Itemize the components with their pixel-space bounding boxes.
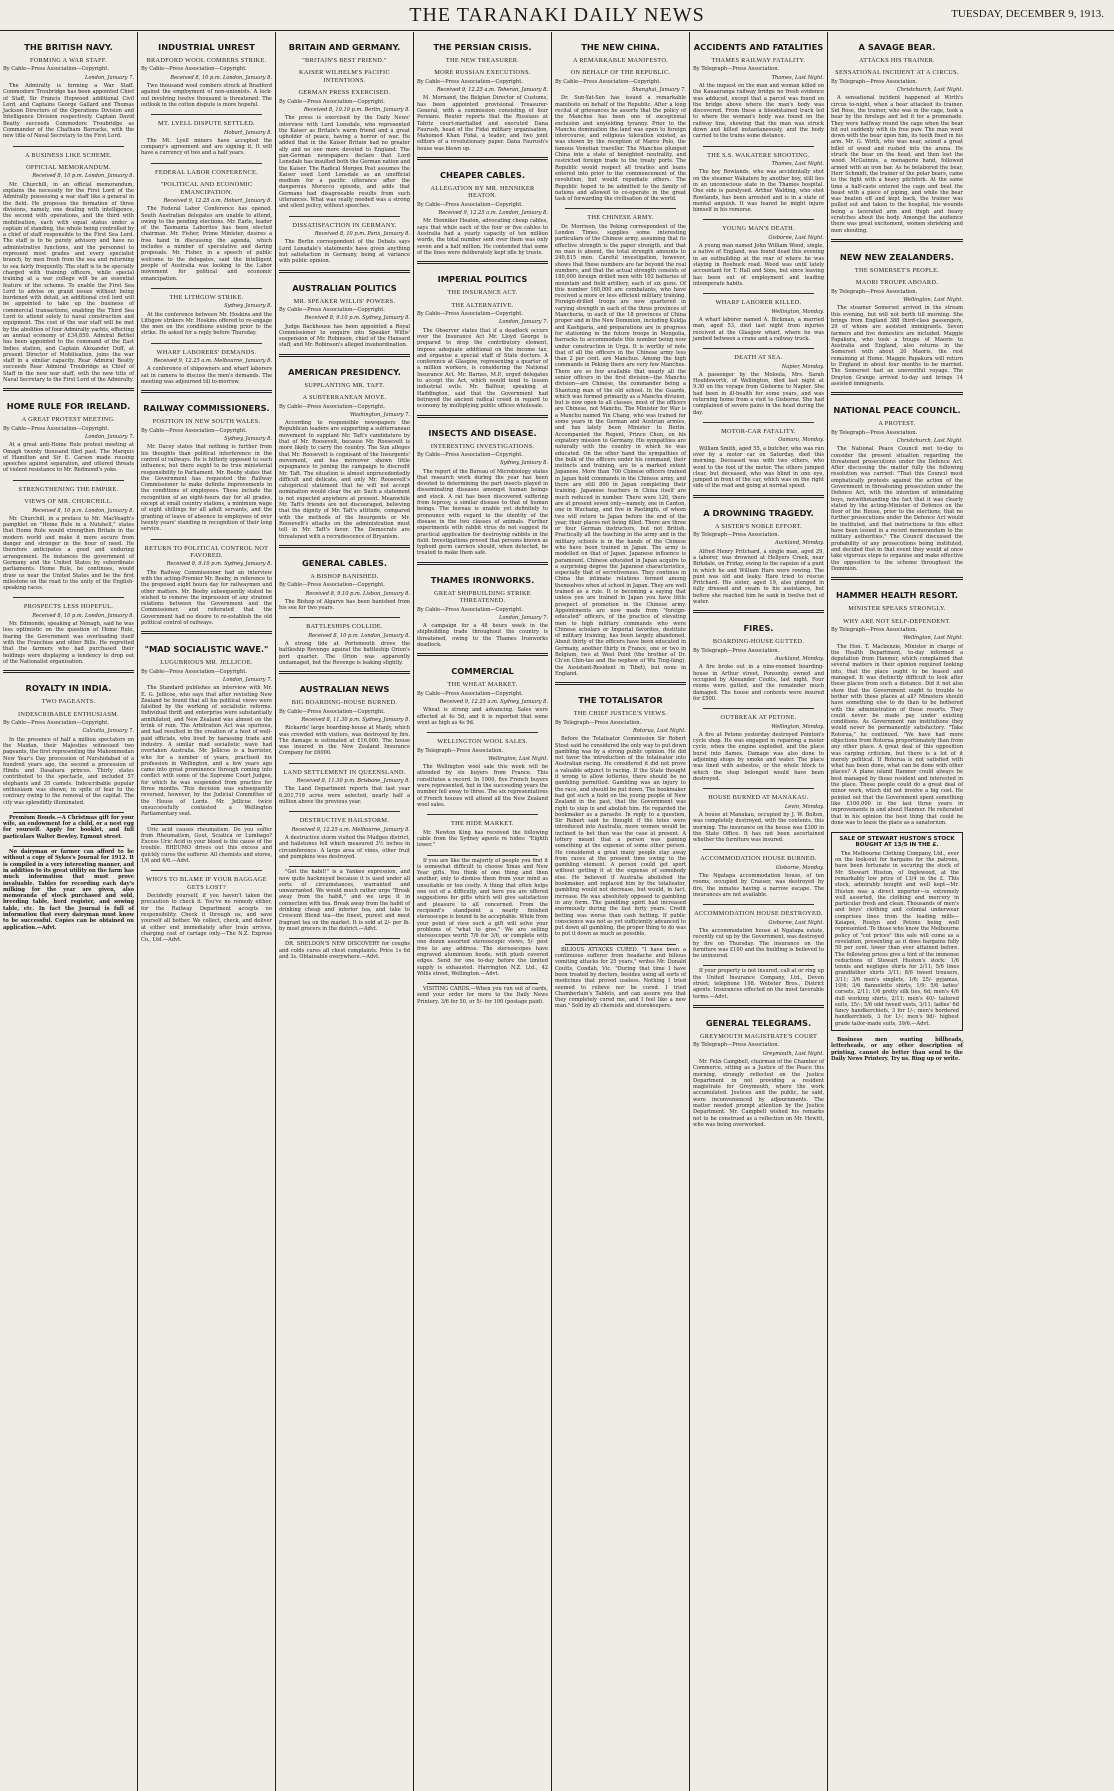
subhead: GREYMOUTH MAGISTRATE'S COURT [699, 1032, 818, 1040]
dateline: Christchurch, Last Night. [896, 437, 963, 444]
credit-line: By Telegraph—Press Association. [693, 532, 780, 539]
dateline: Received 9, 12.25 a.m. Hobart, January 8. [163, 198, 272, 204]
subhead: "POLITICAL AND ECONOMIC EMANCIPATION. [160, 181, 253, 196]
divider [151, 539, 262, 540]
divider [13, 597, 124, 598]
dateline: Thames, Last Night. [771, 161, 824, 168]
article-text: The Land Department reports that last year 6,201,719 acres were selected, nearly half a million above the previous year. [279, 786, 410, 806]
subhead: A BUSINESS LIKE SCHEME. [24, 151, 113, 159]
article-text: Mr. Churchill, in a preface to Mr. MacVeagh's pamphlet on "Home Rule in a Nutshell," states that Home Rule would strengthen Britain in the modern world and make it more secure from danger and stronger in the hour of need. He therefore anticipates a good and enduring arrangement. He instances the government of Germany and the United States by subordinate parliaments. Home Rule, he continues, would draw us near the United States and be the first milestone on the road to the unity of the English-speaking races. [3, 515, 134, 592]
credit-line: By Cable—Press Association—Copyright. [3, 720, 109, 727]
advertisement: DR. SHELDON'S NEW DISCOVERY for coughs and colds cures all chest complaints. Price 1s 6d and 3s. Obtainable everywhere.—Advt. [279, 941, 410, 960]
divider [703, 904, 814, 905]
subhead: MORE RUSSIAN EXECUTIONS. [434, 69, 531, 77]
divider [289, 938, 400, 939]
dateline: Rotorua, Last Night. [633, 727, 686, 734]
credit-line: By Cable—Press Association—Copyright. [417, 78, 523, 85]
divider [289, 866, 400, 867]
subhead: THE CHIEF JUSTICE'S VIEWS. [573, 710, 668, 718]
dateline: Shanghai, January 7. [631, 87, 686, 94]
article-text: A house at Manakau, occupied by J. W. Bolton, was completely destroyed, with the contents, this morning. The insurance on the house was £300 in the State Office. It has not been ascertained whether the furniture was insured. [693, 811, 824, 844]
divider [703, 849, 814, 850]
divider [703, 146, 814, 147]
article-text: Mr. Newton King has received the following cable from the Sydney agents re hides: "Eighth lower." [417, 829, 548, 849]
divider [151, 288, 262, 289]
article-text: The report of the Bureau of Microbiology states that research work during the year has been devoted to determining the part insects played in disseminating diseases amongst human beings and stock. A rat has been discovered suffering from leprosy, a similar disease to that of human beings. The bureau is unable yet definitely to pronounce with regard to the identity of the disease in the two classes of animals. Further experiments with rabbit virus do not suggest its practical application for destroying rabbits in the field. Investigations proved that persons known as typhoid germ carriers should, when detected, be treated to make them safe. [417, 468, 548, 557]
column-7 [828, 32, 966, 1791]
subhead: MAORI TROUPE ABOARD. [855, 279, 939, 287]
credit-line: By Telegraph—Press Association. [417, 747, 504, 754]
dateline: London, January 7. [84, 433, 134, 440]
dateline: Christchurch, Last Night. [896, 87, 963, 94]
divider [703, 965, 814, 966]
subhead: WELLINGTON WOOL SALES. [437, 738, 528, 746]
article-text: According to responsible newspapers the Republican leaders are supporting a subterranean movement to supplant Mr. Taft's candidature by that of Mr. Roosevelt, because Mr. Roosevelt is more likely to carry the country. The Sun alleges that Mr. Roosevelt is cognisant of the Insurgents' movement, and has moreover shown little repugnance to joining the campaign to discredit Mr. Taft. The situation is almost unprecedentedly difficult and delicate, and only Mr. Roosevelt's categorical statement that he will not accept nomination would clear the air. Such a statement is not expected anywhere at present. Meanwhile Mr. Taft's friends are not discouraged, believing that the dignity of Mr. Taft's attitude, compared with the methods of the Insurgents or Mr. Roosevelt's attacks on the administration must tell in Mr. Taft's favor. The Democrats are threatened with a recrudescence of Bryanism. [279, 420, 410, 540]
article-text: The boy Rowlands, who was accidentally shot on the steamer Wakatere by another boy, still lies in an unconscious state in the Thames hospital. One side is paralysed. Arthur Walding, who shot Rowlands, has been arrested and is in a state of mental anguish. It was feared he might injure himself in his remorse. [693, 169, 824, 214]
credit-line: By Cable—Press Association—Copyright. [279, 582, 385, 589]
issue-date: TUESDAY, DECEMBER 9, 1913. [951, 8, 1104, 20]
subhead: LAND SETTLEMENT IN QUEENSLAND. [283, 768, 406, 776]
dateline: Wellington, Last Night. [488, 755, 548, 762]
dateline: Oamaru, Monday. [778, 437, 824, 444]
credit-line: By Cable—Press Association—Copyright. [417, 451, 523, 458]
subhead: THE SOMERSET'S PEOPLE. [854, 266, 940, 274]
divider [703, 708, 814, 709]
dateline: Wellington, Monday. [771, 723, 824, 730]
credit-line: By Cable—Press Association—Copyright. [417, 606, 523, 613]
article-text: A destructive storm visited the Mudgee district, and hailstones fell which measured 3½ inches in circumference. A large area of vines, other fruit and pumpkins was destroyed. [279, 835, 410, 860]
headline-hanmer: HAMMER HEALTH RESORT. [836, 590, 958, 601]
divider [831, 239, 963, 242]
subhead: THE INSURANCE ACT. [447, 289, 518, 297]
article-text: A wharf laborer named A. Bickman, a married man, aged 53, died last night from injuries received at the Glasgow wharf, where he was jambed between a crane and a railway truck. [693, 316, 824, 342]
article-text: Mr. Henniker Heaton, advocating cheap cables, says that while each of the four or five cables to Australia had a yearly capacity of ten million words, the total number sent over them was only seven and a half million. He contended that some of the lines were deliberately kept idle by trusts. [417, 218, 548, 256]
subhead: WHY ARE NOT SELF-DEPENDENT. [843, 617, 951, 625]
article-text: A conference of shipowners and wharf laborers sat in camera to discuss the men's demands. The meeting was adjourned till to-morrow. [141, 366, 272, 386]
divider [279, 545, 410, 548]
article-text: Rickards' large boarding-house at Manly, which was crowded with visitors, was destroyed by fire. The damage is estimated at £16,000. The house was insured in the New Zealand Insurance Company for £6000. [279, 725, 410, 757]
divider [141, 390, 272, 393]
article-text: Mr. Churchill, in an official memorandum, explains the necessity for the First Lord of the Admiralty possessing a war staff like a general in the field. He proposes the formation of three divisions, namely, one dealing with intelligence, the second with operations, and the third with mobilisation, each with equal status under a captain of standing, the whole being controlled by a chief of staff responsible to the First Sea Lord. The staff is to be purely advisory and have no administrative functions, and the personnel to represent most grades and every specialist branch, by men fresh from the sea and returning to sea fairly frequently. The staff is to be specially charged with training officers, while special training at a war college will be an essential feature of the scheme. To enable the First Sea Lord to advise on grand issues without being burdened with detail, an additional civil lord will be appointed to take up the business of commercial transactions, enabling the Third Sea Lord to attend solely to naval construction and equipment. The cost of the war staff will be met by the abolition of four Admiralty yachts, effecting an annual economy of £34,850. Admiral Bethel has been appointed to the command of the East Indies station, and Captain Alexander Duff, at present Director of Mobilisation, joins the war staff in a similar capacity. Rear Admiral Beatty succeeds Rear Admiral Troubridge as Chief of Staff in the new war staff, with the new title of Naval Secretary to the First Lord of the Admiralty. [3, 181, 134, 383]
credit-line: By Telegraph—Press Association. [555, 719, 642, 726]
divider [289, 763, 400, 764]
divider [555, 682, 686, 685]
divider [693, 610, 824, 613]
advertisement: "Get the habit!" is a Yankee expression, and now quite hackneyed because it is used under all sorts of circumstances, warranted and unwarranted. We would much rather urge "Break away from the habit," and we urge it in connection with tea. Break away from the habit of drinking cheap and inferior tea, and take to Crescent Blend tea—the finest, purest and most fragrant tea on the market. It is sold at 2/- per lb. by most grocers in the district.—Advt. [279, 869, 410, 932]
subhead: BIG BOARDING-HOUSE BURNED. [291, 699, 398, 707]
subhead: KAISER WILHELM'S PACIFIC INTENTIONS. [299, 69, 390, 84]
headline-insects-disease: INSECTS AND DISEASE. [428, 427, 537, 438]
dateline: Received 9, 12.25 a.m. Sydney, January 8. [439, 698, 548, 705]
article-text: The Admiralty is forming a War Staff. Commodore Troubridge has been appointed Chief of Staff, Sir Francis Hopwood additional Civil Lord, and Captains George Gallard and Thomas Jackson Directors of the Operations Division and Intelligence Division respectively. Captain David Beatty succeeds Commodore Troubridge as Commander of the Chatham Barracks, with the new title of Naval Secretary to the First Lord. [3, 83, 134, 140]
divider [13, 146, 124, 147]
subhead: FEDERAL LABOR CONFERENCE. [155, 168, 258, 176]
divider [151, 824, 262, 825]
subhead: DISSATISFACTION IN GERMANY. [292, 221, 397, 229]
subhead: THE WHEAT MARKET. [447, 681, 518, 689]
divider [279, 354, 410, 357]
advertisement-box [831, 832, 963, 1031]
dateline: Thames, Last Night. [771, 74, 824, 81]
divider [565, 208, 676, 209]
article-text: The National Peace Council met to-day to consider the present situation regarding the threatened prosecutions under the Defence Act. After discussing the matter fully the following resolution was carried: "That this Council most emphatically protests against the action of the Government in threatening prosecution under the Defence Act, with the intention of intimidating boys, notwithstanding the fact that it was clearly stated by the acting-Minister of Defence on the floor of the House, prior to the elections, that no further prosecutions under the Defence Act would be instituted, and that instructions to this effect have been issued in a recent memorandum to the military authorities." The Council discussed the probability of any prosecutions being instituted, and decided that in that event they would at once take vigorous steps to organise and make effective the opposition to the scheme throughout the Dominion. [831, 446, 963, 572]
article-text: At a great anti-Home Rule protest meeting at Omagh twenty thousand filed past. The Marquis of Hamilton and Sir E. Carson made rousing speeches against separation, and uttered threats of violent resistance to Mr. Redmond's yoke. [3, 442, 134, 474]
subhead: GREAT SHIPBUILDING STRIKE THREATENED. [434, 589, 531, 605]
dateline: Received 9, 12.25 a.m. Teheran, January 8. [436, 87, 548, 94]
dateline: Levin, Monday. [784, 803, 824, 810]
article-text: William Smith, aged 55, a butcher, who was run over by a motor car on Saturday, died this morning. Deceased was with two others, who went to the foot of the motor. The others jumped clear, but deceased, who was blind in one eye, jumped in front of the car, which was on the right side of the road and going at normal speed. [693, 445, 824, 490]
credit-line: By Telegraph—Press Association. [693, 66, 780, 73]
article-text: At the conference between Mr. Hoskins and the Lithgow strikers Mr. Hoskins offered to re-engage the men on the conditions existing prior to the strike. He asked for a reply before Thursday. [141, 311, 272, 337]
divider [417, 261, 548, 264]
dateline: Hobart, January 8. [224, 129, 272, 136]
subhead: THE LITHGOW STRIKE. [169, 293, 244, 301]
newspaper-title: THE TARANAKI DAILY NEWS [409, 4, 705, 26]
advertisement: BILIOUS ATTACKS CURED. "I have been a continuous sufferer from headache and bilious vomiting attacks for 25 years," writes Mr. Donald Coutts, Condah, Vic. "During that time I have been treated by doctors, besides using all sorts of medicines that proved useless. Nothing I tried seemed to relieve nor be cured. I tried Chamberlain's Tablets, and can assure you that they completely cured me, and I feel like a new man." Sold by all chemists and storekeepers. [555, 946, 686, 1010]
credit-line: By Telegraph—Press Association. [693, 647, 780, 654]
article-text: The Wellington wool sale this week will be attended by six buyers from France. This constitutes a record. In 1900, five French buyers were represented, but in the succeeding years the number fell away to three. The six representatives of French houses will attend all the New Zealand wool sales. [417, 764, 548, 808]
advertisement: No dairyman or farmer can afford to be without a copy of Sykes's Journal for 1912. It is compiled in a very interesting manner, and in addition to its great utility on the farm has much information that must prove invaluable. Tables for recording each day's milking for the year are given, also memoranda of stock purchased and sold, breeding table, herd register, and sowing table, etc. In fact the Journal is full of information that every dairyman must know to be successful. Copies can be obtained on application.—Advt. [3, 849, 134, 931]
divider [693, 495, 824, 498]
subhead: A REMARKABLE MANIFESTO. [572, 57, 669, 64]
dateline: Sydney, January 8. [500, 460, 548, 467]
divider [151, 343, 262, 344]
dateline: London, January 7. [498, 319, 548, 326]
dateline: Received 9, 12.25 a.m. Melbourne, January 8. [291, 826, 410, 833]
subhead: PROSPECTS LESS HOPEFUL. [23, 603, 114, 611]
dateline: London, January 7. [222, 676, 272, 683]
headline-railway: RAILWAY COMMISSIONERS. [143, 403, 270, 414]
dateline: Received 9, 12.25 a.m. Melbourne, January 8. [153, 358, 272, 365]
dateline: Greymouth, Last Night. [762, 1050, 824, 1057]
credit-line: By Telegraph—Press Association. [693, 1042, 780, 1049]
subhead: YOUNG MAN'S DEATH. [722, 225, 795, 233]
credit-line: By Telegraph—Press Association. [831, 78, 918, 85]
article-text: Alfred Henry Pritchard, a single man, aged 29, a laborer, was drowned at Hellyers Creek, near Birkdale, on Friday, owing to the capsize of a punt in which he and William Hare were rowing. The punt was old and leaky. Hare tried to rescue Pritchard. His sister, aged 19, also plunged in fully dressed and swam to his assistance, but before she reached him he sank in twelve feet of water. [693, 548, 824, 606]
article-text: At the inquest on the man and woman killed on the Kauaeranga railway bridge no fresh evidence was adduced, except that a parcel was found on the bridge above where the man's body was discovered. From these a bloodstained track led to where the woman's body was found on the railway line, showing that the man was struck down and killed instantaneously, and the body carried to the trains some distance. [693, 83, 824, 140]
article-text: The Bishop of Algarve has been banished from his see for two years. [279, 598, 410, 612]
article-text: The Mt. Lyell miners have accepted the company's agreement and are signing it. It will have a currency of two and a half years. [141, 137, 272, 157]
dateline: Received 8, 10 p.m. London, January 8. [308, 632, 410, 639]
credit-line: By Cable—Press Association—Copyright. [141, 427, 247, 434]
divider [151, 163, 262, 164]
credit-line: By Cable—Press Association—Copyright. [3, 66, 109, 73]
subhead: A SISTER'S NOBLE EFFORT. [715, 522, 802, 530]
subhead: SUPPLANTING MR. TAFT. [304, 381, 385, 389]
article-text: Before the Totalisator Commission Sir Robert Stout said he considered the only way to put down gambling was by a strong public opinion. He did not favor the introduction of the totalisator into Australian racing. He considered it did not prove a valuable adjunct to racing. If the State thought it wrong to allow lotteries, there should be no gambling permitted. Gambling was an injury to the race, and should be put down. The bookmaker had got such a hold on the young people of New Zealand in the past, that the Government was right to step in and abolish him. He regarded the bookmaker as a parasite. In reply to a question, Sir Robert said he thought if the totes were introduced into Australia, more women would be inclined to bet than was the case at present. A lottery meant that a person was gaming something at the expense of some other person. He considered a great many people stay away from races at the present time owing to the gambling element. A person could get sport without getting it at the expense of somebody else. He believed if Australia abolished the bookmaker, and replaced him by the totalisator, gambling would not decrease, but would, in fact, increase. He was absolutely opposed to gambling in any form. The gambling spirit had increased enormously during the last forty years. Credit betting was worse than cash betting. If public conscience was not as yet sufficiently advanced to put down all gambling, the proper thing to do was to put it down as much as possible. [555, 736, 686, 938]
advertisement: If you are like the majority of people you find it is somewhat difficult to choose Xmas and New Year gifts. You think of one thing and then another, only to dismiss them from your mind as unsuitable or too costly. A thing that often helps one out of a difficulty, and here you are offered suggestions for gifts which will give satisfaction and pleasure to all concerned. From the recipient's standpoint a nearly finished stereoscope is bound to be acceptable. While from your point of view such a gift will solve your problems of "what to give." We are selling stereoscopes worth 7/6 for 3/6, or complete with one dozen assorted stereoscopic views, 5/- post free to any address. The stereoscopes have engraved aluminium hoods, with plush covered edges. Send for one to-day before the limited supply is exhausted. Harrington N.Z. Ltd., 42 Willis street, Wellington.—Advt. [417, 857, 548, 977]
credit-line: By Cable—Press Association—Copyright. [141, 668, 247, 675]
subhead: A PROTEST. [878, 420, 916, 428]
headline-general-cables: GENERAL CABLES. [302, 557, 387, 568]
headline-totalisator: THE TOTALISATOR [578, 695, 663, 706]
divider [279, 270, 410, 273]
article-text: The Federal Labor Conference has opened. South Australian delegates are unable to attend, owing to the pending elections. Mr. Earle, leader of the Tasmania Laborites has been elected chairman. Mr. Fisher, Prime Minister, desires a free hand in discussing the agenda, which includes a number of speculative and daring proposals. Mr. Fisher, in a speech of public welcome to the delegates, said the intelligent people of Australia was looking to the Labor movement for political and economic emancipation. [141, 206, 272, 282]
dateline: Washington, January 7. [350, 411, 410, 418]
advertisement: Premium Bonds.—A Christmas gift for your wife, an endowment for a child, or a nest egg for yourself. Apply for booklet, and full particulars Walter Bewley, Egmont street. [3, 814, 134, 840]
divider [427, 855, 538, 856]
divider [417, 415, 548, 418]
headline-drowning: A DROWNING TRAGEDY. [703, 507, 814, 518]
divider [703, 788, 814, 789]
dateline: Received 8, 10 p.m. London, January 8. [170, 74, 272, 81]
dateline: Gisborne, Last Night. [768, 234, 824, 241]
dateline: Received 8, 9.10 p.m. Lisbon, January 8. [305, 590, 410, 597]
headline-commercial: COMMERCIAL [451, 666, 514, 677]
subhead: ALLEGATION BY MR. HENNIKER HEATON. [430, 185, 535, 200]
headline-new-china: THE NEW CHINA. [581, 42, 660, 52]
credit-line: By Cable—Press Association—Copyright. [279, 306, 385, 313]
subhead: ON BEHALF OF THE REPUBLIC. [570, 69, 671, 77]
subhead: OUTBREAK AT PETONE. [720, 714, 797, 722]
subhead: VIEWS OF MR. CHURCHILL. [24, 498, 113, 506]
subhead: THE HIDE MARKET. [451, 820, 514, 828]
dateline: Calcutta, January 7. [82, 728, 134, 735]
dateline: Sydney, January 8. [224, 436, 272, 443]
subhead: LUGUBRIOUS MR. JELLICOE. [160, 659, 253, 667]
subhead: ATTACKS HIS TRAINER. [859, 57, 935, 64]
headline-australian-news: AUSTRALIAN NEWS [299, 684, 390, 695]
subhead: ACCOMMODATION HOUSE DESTROYED. [694, 910, 823, 918]
dateline: Received 8, 10 p.m. Paris, January 8. [314, 231, 410, 238]
subhead: THE CHINESE ARMY. [587, 214, 654, 222]
divider [703, 219, 814, 220]
subhead: A SUBTERRANEAN MOVE. [302, 394, 387, 402]
subhead: BRADFORD WOOL COMBERS STRIKE. [146, 57, 267, 64]
dateline: Received 8, 10.10 p.m. Berlin, January 8. [303, 106, 410, 113]
subhead: THE NEW TREASURER. [445, 57, 520, 64]
subhead: TWO PAGEANTS. [41, 698, 96, 706]
subhead: POSITION IN NEW SOUTH WALES. [152, 418, 261, 426]
headline-imperial-politics: IMPERIAL POLITICS [437, 274, 528, 285]
article-text: Dr. Sun-Yat-Sen has issued a remarkable manifesto on behalf of the Republic. After a long recital of grievances he asserts that the policy of the Manchus has been one of exceptional exclusion and unyielding tyranny. Prior to the Manchu domination the land was open to foreign intercourse, and religious toleration existed, as was shown by the reception of Marco Polo, the famous Venetian traveller. The Manchus plunged China into a state of benighted neutrality, and restricted foreign trade to the treaty ports. The Republic would respect all treaties and loans entered into prior to the commencement of the revolution, but would repudiate others. The Republic hoped to be admitted to the family of nations and allowed to co-operate in the great task of forwarding the civilisation of the world. [555, 95, 686, 203]
column-4 [414, 32, 552, 1791]
article-text: A young man named John William Wood, single, a native of England, was found dead this evening in an outbuilding at the rear of where he was staying in Roebuck road. Wood was until lately accountant for T. Hall and Sons, but since leaving has been out of employment and leading intemperate habits. [693, 243, 824, 287]
credit-line: By Cable—Press Association—Copyright. [417, 311, 523, 318]
subhead: A GREAT PROTEST MEETING. [21, 416, 116, 424]
subhead: THE S.S. WAKATERE SHOOTING. [707, 151, 810, 159]
divider [151, 870, 262, 871]
subhead: MOTOR-CAR FATALITY. [721, 427, 796, 435]
article-text: The Standard publishes an interview with Mr. E. G. Jellicoe, who says that after revisiting New Zealand he found that all his political views were falsified by the working of socialistic reforms. Individual thrift and enterprise were substantially annihilated, and New Zealand was almost on the brink of ruin. The Arbitration Act was spurious, and had resulted in the creation of a host of well-paid officials, who lived by harassing trade and industry. A similar mad socialistic wave had overtaken Australia. Mr. Jellicoe is a barrister, who for a number of years, practised his profession in Wellington, and a few years ago came into great prominence through coming into conflict with some of the Supreme Court Judges, for which he was suspended from practice for three months. This decision was subsequently reversed, however, by the Judicial Committee of the House of Lords. Mr. Jellicoe twice unsuccessfully contested a Wellington Parliamentary seat. [141, 685, 272, 818]
article-text: A campaign for a 48 hours week in the shipbuilding trade throughout the country is threatened, owing to the Thames Ironworks deadlock. [417, 623, 548, 648]
masthead [0, 0, 1114, 31]
credit-line: By Cable—Press Association—Copyright. [555, 78, 661, 85]
divider [831, 577, 963, 580]
article-text: The Ngatapa accommodation house, of ten rooms, occupied by Crasser, was destroyed by fire, the inmates having a narrow escape. The insurances are not available. [693, 873, 824, 898]
divider [289, 216, 400, 217]
article-text: A strong tide at Portsmouth drove the battleship Revenge against the battleship Orion's port quarter. The Orion was apparently undamaged, but the Revenge is leaking slightly. [279, 641, 410, 666]
divider [427, 732, 538, 733]
article-text: The accommodation house at Ngatapa estate, recently cut up by the Government, was destroyed by fire on Thursday. The insurance on the furniture was £100 and the building is believed to be uninsured. [693, 928, 824, 960]
credit-line: By Cable—Press Association—Copyright. [417, 201, 523, 208]
subhead: THAMES RAILWAY FATALITY. [711, 57, 806, 64]
subhead: GERMAN PRESS EXERCISED. [298, 89, 391, 97]
article-text: Judge Backhouse has been appointed a Royal Commissioner to enquire into Speaker Willis' suspension of Mr. Robinson, chief of the Hansard staff, and Mr. Robinson's alleged insubordination. [279, 323, 410, 349]
dateline: Received 8, 11.30 p.m. Brisbane, January 8. [296, 778, 410, 785]
subhead: INTERESTING INVESTIGATIONS. [430, 442, 535, 450]
article-text: A passenger by the Moloola, Mrs. Sarah Houldsworth, of Wellington, died last night at 9.30 on the voyage from Gisborne to Napier. She had been in ill-health for some years, and was returning home from a visit to Gisborne. She had complained of severe pains in the head during the day. [693, 371, 824, 416]
subhead: FORMING A WAR STAFF. [30, 57, 107, 64]
article-text: The steamer Somerset arrived in the stream this evening, but will not berth till morning. She brings from England 388 third-class passengers, 29 of whom are assisted immigrants. Seven farmers and five domestics are included. Maggie Papakura, who took a troupe of Maoris to Australia and England, also returns in the Somerset with about 20 Maoris, the rest remaining at Home. Maggie Papakura will return to England in about four months to be married. The Somerset had an uneventful voyage. The Drayton Grange arrived to-day and brings 14 assisted immigrants. [831, 305, 963, 387]
divider [3, 388, 134, 391]
dateline: Received 8, 10 p.m. London, January 8. [32, 507, 134, 514]
headline-new-zealanders: NEW NEW ZEALANDERS. [839, 251, 955, 262]
divider [703, 422, 814, 423]
subhead: BOARDING-HOUSE GUTTED. [712, 638, 805, 646]
credit-line: By Cable—Press Association—Copyright. [3, 425, 109, 432]
dateline: Received 8, 9.10 p.m. Sydney, January 8. [166, 561, 272, 568]
article-text: Wheat is strong and advancing. Sales were effected at 4s 5d, and it is reported that some went as high as 4s 9d. [417, 707, 548, 726]
headline-mad-socialistic-wave: "MAD SOCIALISTIC WAVE." [144, 644, 269, 655]
credit-line: By Telegraph—Press Association. [831, 288, 918, 295]
divider [417, 653, 548, 656]
subhead: ACCOMMODATION HOUSE BURNED. [700, 855, 817, 863]
article-text: Dr. Morrison, the Peking correspondent of the London Times, supplies some interesting particulars of the Chinese army, assuming that its effective strength is the paper strength, and that no man is absent, the total strength amounts to 240,815 men. Careful investigation, however, shows that these numbers are far beyond the real numbers, and that the actual strength consists of 180,000 foreign drilled men with 102 batteries of mountain and field artillery, each of six guns. Of this number 160,000 are combatants, who have received a more or less efficient military training. Foreign-drilled troops are now quartered in varying strength in each of the three provinces of Manchuria, in each of the 18 provinces of China proper and in the New Dominion, including Kuldja and Kashgaria, and preparations are in progress for stationing in the future troops in Mongolia, barracks to accommodate this number being now under construction in Urga. It is worthy of note that of all the officers in the Chinese army less than 2 per cent. are Manchus. Among the high commands in Peking there are very few Manchus. There are so few available that nearly all the senior officers in the first division—the Manchu division—are Chinese, the commander being a Shantung man of the old school. In the Guards, which was formed primarily as a Manchu division, but is now open to all classes, most of the officers are Chinese, not Manchu. The Minister for War is a Manchu named Yin Chang, who was trained for some years in the German and Austrian armies, and has lately been Minister to Berlin. Accompanied the Regent, Prince Chun, on his expiatory mission to Germany. His sympathies are naturally with the country in which he was educated. On the other hand the sympathies of the bulk of the officers under his command, their instincts and training, are to a marked extent Japanese. More than 700 Chinese officers trained in Japan hold commands in the Chinese army, and there are still 800 in Japan completing their training. Japanese teachers in China itself are much reduced in number. There were 120, there are at present seven only—namely, one in Canton, one in Wuchang, and five in Paotingfu, of whom two will return to Japan before the end of the year, their places not being filled. There are three or four German instructors, but not British. Practically all the teaching in the army and in the military schools is in the hands of the Chinese who have been trained in Japan. The army is modelled on that of Japan. Japanese influence is paramount. Chinese educated in Japan acquire to a surprising degree the Japanese characteristics, especially that of secretiveness. They continue in China the intimate relations formed among themselves when at school in Japan. They are well trained as a rule. It is becoming a saying that unless you are trained in Japan you have little prospect of promotion in the Chinese army. Appointments are now made from "foreign-educated" officers, of the practice of elevating men to high military commands who were Chinese scholars or Imperial favorites, destitute of military training, has been largely abandoned. About thirty of the officers have been educated in Germany, another thirty in France, one or two in Belgium, two at West Point (the brother of Dr. Ch'en Chin-tao and the nephew of Wu Ting-fang), the Assistant-Resident in Tibet), but none in England. [555, 223, 686, 677]
subhead: BATTLESHIPS COLLIDE. [306, 623, 383, 631]
headline-peace-council: NATIONAL PEACE COUNCIL. [833, 405, 961, 416]
subhead: MT. LYELL DISPUTE SETTLED. [158, 120, 255, 128]
headline-fires: FIRES. [743, 623, 774, 634]
article-text: The Railway Commissioner had an interview with the acting-Premier Mr. Beeby, in reference to the proposed eight hours day for railwaymen and other matters. Mr. Beeby subsequently stated he wished to remove the impression of any strained relations between the Government and the Commissioner, and reiterated that the Government had no desire to re-establish the old political control of railways. [141, 569, 272, 626]
credit-line: By Cable—Press Association—Copyright. [279, 403, 385, 410]
subhead: RETURN TO POLITICAL CONTROL NOT FAVORED. [144, 544, 269, 559]
column-5 [552, 32, 690, 1791]
dateline: Gisborne, Monday. [775, 864, 824, 871]
headline-savage-bear: A SAVAGE BEAR. [858, 42, 936, 52]
divider [13, 480, 124, 481]
credit-line: By Cable—Press Association—Copyright. [279, 708, 385, 715]
headline-australian-politics: AUSTRALIAN POLITICS [292, 282, 397, 293]
credit-line: By Cable—Press Association—Copyright. [417, 690, 523, 697]
divider [703, 348, 814, 349]
subhead: A BISHOP BANISHED. [310, 572, 379, 580]
subhead: "BRITAIN'S BEST FRIEND." [302, 57, 387, 64]
dateline: Sydney, January 8. [224, 303, 272, 310]
dateline: Auckland, Monday. [774, 540, 824, 547]
advertisement: Decidedly yourself, if you haven't taken the precaution to check it. You've no remedy either, for the Railway Department accepts no responsibility. Check it through us, and save yourself all bother. We collect, check, and deliver at either end immediately after train arrives, charging cost of cartage only.—The N.Z. Express Co., Ltd.—Advt. [141, 893, 272, 944]
divider [831, 392, 963, 395]
advertisement: Business men wanting billheads, letterheads, or any other description of printing, cannot do better than send to the Daily News Printery. Try us. Ring up or write. [831, 1037, 963, 1062]
column-6 [690, 32, 828, 1791]
divider [289, 811, 400, 812]
subhead: HOUSE BURNED AT MANAKAU. [708, 794, 809, 802]
dateline: Received 8, 10 p.m. London, January 8. [32, 612, 134, 619]
dateline: Wellington, Last Night. [903, 635, 963, 642]
subhead: WHARF LABORERS' DEMANDS. [156, 348, 257, 356]
subhead: WHARF LABORER KILLED. [715, 299, 802, 307]
article-text: The Hon. T. Mackenzie, Minister in charge of the Health Department, to-day informed a deputation from Hanmer, which complained that several matters in their opinion required looking into, that the place ought to be leased and managed. It was distinctly difficult to look after these places from such a distance. Did it not also show that the Government ought to trouble to bother with these places at all? Ministers should have something else to do than to be bothered with the administration of these resorts. They could never be made pay under existing conditions. As Government ran institutions they would never be permanently satisfactory. "Take Rotorua," he continued. "We have had more objections from Rotorua proportionately than from any other place. A great deal of this opposition was carping criticism, but there is a lot of it merely political. If Rotorua is not satisfied with what has been done, what can be done with other places? A plane island Hanmer could always be best managed by those resident and interested in the place. These people could do a great deal of minor work, which did not involve a big cost. He pointed out that the Government spent something like £100,000 in the last three years in improvements in and about Hanmer. He reiterated that in his opinion the best thing that could be done was to lease the place as a sanatorium. [831, 643, 963, 826]
divider [13, 846, 124, 847]
column-2 [138, 32, 276, 1791]
dateline: Wellington, Monday. [771, 308, 824, 315]
advertisement: VISITING CARDS.—When you run out of cards, send your order for more to the Daily News Printery. 3/6 for 50, or 5/- for 100 (postage paid). [417, 986, 548, 1005]
credit-line: By Telegraph—Press Association. [831, 429, 918, 436]
headline-american-presidency: AMERICAN PRESIDENCY. [288, 366, 401, 377]
headline-britain-germany: BRITAIN AND GERMANY. [288, 42, 401, 52]
subhead: MINISTER SPEAKS STRONGLY. [848, 605, 946, 613]
article-text: Mr. Edmonde, speaking at Nenagh, said he was less optimistic on the question of Home Rule, fearing the Government was overloading itself with the Franchise and other Bills. He regretted that the farmers who had purchased their holdings were displaying a tendency to drop out of the Nationalist organisation. [3, 621, 134, 665]
divider [151, 114, 262, 115]
divider [703, 293, 814, 294]
article-text: The press is exercised by the Daily News' interview with Lord Lonsdale, who represented the Kaiser as Britain's warm friend and a great upholder of peace, having a horror of war. He added that in the Kaiser Britain had no greater ally and no one more devoted to England. The pan-German newspapers declare that Lord Lonsdale has insulted both the German nation and the Kaiser. The Radical Morgen Post assumes the Kaiser used Lord Lonsdale as an unofficial medium for a pacific utterance after the dangerous Morocco episode, and adds that Germans had disagreeable results from such utterances. What was really needed was a strong and silent policy, without speeches. [279, 115, 410, 210]
article-text: The Berlin correspondent of the Debats says Lord Lonsdale's statements have given anything but satisfaction in Germany, being at variance with public opinion. [279, 239, 410, 265]
article-text: Mr. Felix Campbell, chairman of the Chamber of Commerce, sitting as a Justice of the Peace this morning, strongly reflected on the Justice Department in not providing a resident magistrate for Greymouth, where the work accumulated. Justices and the public, he said, were inconvenienced by adjournments. The matter needed prompt attention by the Justice Department. Mr. Campbell wished his remarks not to be construed as a reflection on Mr. Hewitt, who was being overworked. [693, 1058, 825, 1128]
subhead: DEATH AT SEA. [734, 354, 783, 362]
divider [427, 983, 538, 984]
advertisement: If your property is not insured, call at or ring up the United Insurance Company, Ltd., Devon street; telephone 198. Webster Bros., District agents. Insurances effected on the most favorable terms.—Advt. [693, 968, 824, 1000]
columns [0, 32, 1114, 1791]
headline-home-rule: HOME RULE FOR IRELAND. [6, 401, 131, 412]
dateline: Gisborne, Last Night. [768, 919, 824, 926]
advertisement-text: The Melbourne Clothing Company, Ltd., ever on the look-out for bargains for the patrons, have been fortunate in securing the stock of Mr. Stewart Huston, of Inglewood, at the remarkably low price of 13/4 in the £. This stock, admirably bought and well kept—Mr. Huston was a direct importer—is extremely well assorted, the clothing and mercery in particular fresh and clean. Thousands of men's and boys' clothing and colonial underwear comprises lines from the leading mills—Kaiapoi, Roslyn and Petone being well represented. To those who know the Melbourne policy of "cut prices" this sale will come as a revelation, presenting as it does bargains fully 50 per cent. lower than ever attained before. The following prices give a hint of the immense reductions of Stewart Huston's stock: 1/6 tennis and negligee shirts for 2/11; 5/6 lines grandfather shirts 3/11; 8/6 tweed trousers, 3/11; 3/6 men's singlets, 1/6; 25/- pyjamas, 10/6; 3/6 flannelette shirts, 1/9; 5/6 ladies' corsets, 2/11; 1/6 pretty silk ties, 6d; men's 4/6 dull working shirts, 2/11; men's 40/- tailored suits, 35/-; 5/6 odd tweed vests, 3/11; ladies' 6d fancy handkerchiefs, 3 for 1/-; men's bordered handkerchiefs, 3 for 1/-; men's 9d/- highest grade tailor-made suits, 39/6.—Advt. [835, 850, 959, 1027]
column-3 [276, 32, 414, 1791]
advertisement: Uric acid causes rheumatism. Do you suffer from Rheumatism, Gout, Sciatica or Lumbago? Excess Uric Acid in your blood is the cause of the trouble. RHEUMO drives out this excess and quickly cures the sufferer. All chemists and stores, 1/6 and 4/6.—Advt. [141, 826, 272, 864]
divider [427, 814, 538, 815]
divider [693, 1005, 824, 1008]
dateline: Auckland, Monday. [774, 656, 824, 663]
subhead: WHO'S TO BLAME IF YOUR BAGGAGE GETS LOST? [146, 876, 267, 891]
headline-cheaper-cables: CHEAPER CABLES. [439, 170, 526, 181]
advertisement-title: SALE OF STEWART HUSTON'S STOCK BOUGHT AT 13/5 IN THE £. [839, 836, 955, 849]
article-text: Two thousand wool combers struck at Bradford against the employment of non-unionists. A lock-out involving twelve thousand is threatened. The outlook in the cotton dispute is more hopeful. [141, 83, 272, 108]
subhead: INDESCRIBABLE ENTHUSIASM. [18, 710, 119, 718]
headline-british-navy: THE BRITISH NAVY. [24, 42, 113, 52]
article-text: In the presence of half a million spectators on the Maidan, their Majesties witnessed two pageants, the first representing the Mahommedan New Year's Day procession of Nurshidabad of a hundred years ago, the second a procession of Hindu and Dasahara princes. Thirty states contributed to the spectacle, and included 57 elephants and 35 camels. Indescribable popular enthusiasm was shown, in spite of fear to the contrary owing to the removal of the capital. The city was splendidly illuminated. [3, 736, 134, 806]
column-1 [0, 32, 138, 1791]
article-text: A sensational incident happened at Wirth's circus to-night, when a bear attacked its trainer. Sid Rose, the trainer, who was in the cage, took a bear by the forelegs and led it for a promenade. They were halfway round the cage when the bear bit out suddenly with its free paw. The man went down with the bear upon him, its teeth fixed in his arm. Mr. G. Wirth, who was near, seized a great billet of wood and rushed into the arena. He struck the bear on the head, and then lost the wood. McGuinnis, a menagerie hand, followed armed with an iron bar. As he belabored the bear, Herr Schmidt, the trainer of the polar bears, came to the fight with a heavy pitchfork. At the same time a half-caste entered the cage and beat the beast with a piece of piping, and while the bear was beaten off and kept back, the trainer was pulled out and taken to the hospital, his wounds being a lacerated arm and thigh and heavy scratches about the body. Amongst the audience there was great excitement, women shrieking and men shouting. [831, 95, 963, 234]
dateline: Wellington, Last Night. [903, 297, 963, 304]
dateline: London, January 7. [84, 74, 134, 81]
dateline: London, January 7. [498, 614, 548, 621]
divider [279, 671, 410, 674]
subhead: DESTRUCTIVE HAILSTORM. [299, 817, 390, 825]
credit-line: By Cable—Press Association—Copyright. [141, 66, 247, 73]
article-text: A fire at Petone yesterday destroyed Pointon's cycle shop. He was engaged in repairing a motor cycle, when the engine exploded, and the place burst into flames. Damage was also done to adjoining shops by smoke and water. The place was lined with asbestos, or the whole block to which the shop belonged would have been destroyed. [693, 731, 824, 782]
subhead: THE ALTERNATIVE. [451, 301, 514, 309]
article-text: The Observer states that if a deadlock occurs over the Insurance Act Mr. Lloyd George is prepared to drop the contributory element, impose adequate additional on the income tax, and organise a special staff of State doctors. A conference at Glasgow, representing a quarter of a million workers, is considering the National Insurance Act. Mr. Barnes, M.P., urged delegates to accept the Act, which would tend to lessen industrial evils. Mr. Balfour, speaking at Haddington, said that the Government had betrayed the ancient radical creed in regard to economy by multiplying public offices wholesale. [417, 327, 548, 410]
divider [141, 631, 272, 634]
dateline: Received 8, 9.10 p.m. Sydney, January 8. [304, 315, 410, 322]
article-text: Mr. Dacey states that nothing is further from his thoughts than political interference in the control of railways. He is bitterly opposed to such influence, but there ought to be true ministerial responsibility to Parliament. Mr. Beeby states that the Government has requested the Railway Commissioner to make definite improvements in the conditions of employees. These include the recognition of an eight-hours day for all grades, except at small country stations, a minimum wage of eight shillings for all adult servants, and the granting of leave of absence to employees of over twenty years' standing in recognition of their long service. [141, 444, 272, 533]
divider [417, 157, 548, 160]
divider [289, 617, 400, 618]
article-text: M. Mornand, the Belgian Director of Customs, has been appointed provisional Treasurer-General, with a commission consisting of four Persians. Reuter reports that the Russians at Tabriz court-martialled and executed Dana Faurush, head of the Fidai military organisation, Mahomed Khan Fidai, a leader, and two joint editors of a revolutionary paper. Dana Faurush's house was blown up. [417, 95, 548, 152]
credit-line: By Cable—Press Association—Copyright. [279, 98, 385, 105]
headline-royalty-india: ROYALTY IN INDIA. [25, 683, 112, 694]
headline-persian-crisis: THE PERSIAN CRISIS. [433, 42, 532, 52]
dateline: Received 9, 12.25 a.m. London, January 8. [438, 210, 548, 217]
headline-thames-ironworks: THAMES IRONWORKS. [430, 574, 535, 585]
divider [565, 944, 676, 945]
dateline: Received 8, 10 p.m. London, January 8. [32, 173, 134, 180]
divider [3, 670, 134, 673]
divider [417, 562, 548, 565]
subhead: MR. SPEAKER WILLIS' POWERS. [293, 297, 396, 305]
subhead: SENSATIONAL INCIDENT AT A CIRCUS. [835, 69, 959, 77]
dateline: Received 8, 11.30 p.m. Sydney, January 8. [301, 716, 410, 723]
divider [13, 812, 124, 813]
subhead: STRENGTHENING THE EMPIRE. [18, 485, 119, 493]
headline-industrial-unrest: INDUSTRIAL UNREST [158, 42, 255, 52]
subhead: OFFICIAL MEMORANDUM. [26, 164, 111, 172]
credit-line: By Telegraph—Press Association. [831, 626, 918, 633]
dateline: Napier, Monday. [781, 363, 824, 370]
headline-accidents: ACCIDENTS AND FATALITIES [693, 42, 824, 52]
article-text: A fire broke out in a nine-roomed boarding-house in Arthur street, Ponsonby, owned and occupied by Alexander Coutts, last night. Four rooms were gutted, and the remainder much damaged. The house and contents were insured for £500. [693, 664, 824, 702]
headline-general-telegrams: GENERAL TELEGRAMS. [705, 1017, 812, 1028]
